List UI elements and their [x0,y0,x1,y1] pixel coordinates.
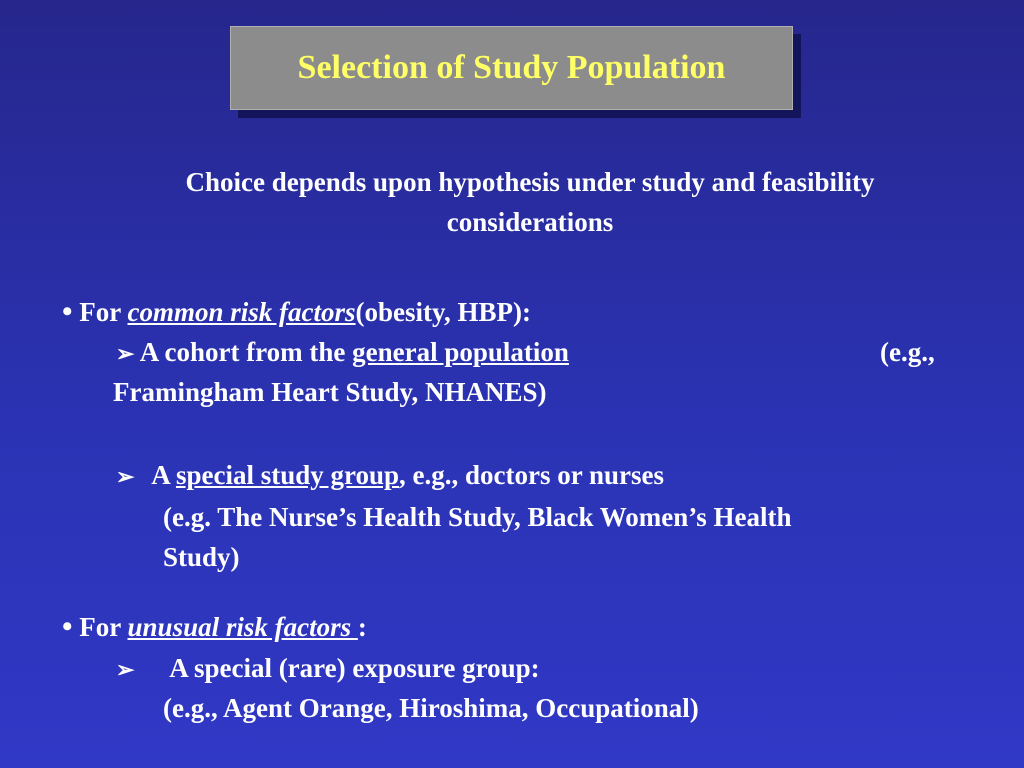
bullet-lead: For [79,612,128,642]
sub-bullet-continuation-2: Study) [163,542,240,572]
sub-bullet-lead: A cohort from the [134,337,353,367]
sub-bullet-tail: , e.g., doctors or nurses [399,460,664,490]
sub-bullet-emphasis: special study group [175,460,400,490]
sub-bullet-special-study-group [116,455,664,497]
title-box [230,26,793,110]
sub-bullet-emphasis: general population [352,337,569,367]
sub-bullet-lead: A [151,460,176,490]
slide-title: Selection of Study Population [297,49,726,86]
bullet-lead: For [79,297,128,327]
bullet-unusual-risk-factors [62,607,367,647]
sub-bullet-continuation: (e.g., Agent Orange, Hiroshima, Occupational) [163,693,699,723]
arrow-bullet-icon: ➢ [116,657,135,682]
bullet-tail: : [357,612,367,642]
sub-bullet-general-population [116,332,569,374]
intro-line-2: considerations [446,207,614,237]
arrow-bullet-icon: ➢ [116,341,135,366]
bullet-tail: (obesity, HBP): [355,297,532,327]
sub-bullet-eg: (e.g., [880,337,935,367]
sub-bullet-continuation: Framingham Heart Study, NHANES) [113,377,547,407]
bullet-dot-icon: • [62,610,73,643]
intro-line-1: Choice depends upon hypothesis under study and feasibility [185,167,875,197]
bullet-emphasis: common risk factors [127,297,356,327]
bullet-emphasis: unusual risk factors [127,612,358,642]
sub-bullet-continuation-1: (e.g. The Nurse’s Health Study, Black Women’s Health [163,502,792,532]
bullet-common-risk-factors [62,292,531,332]
sub-bullet-rare-exposure [116,648,540,690]
bullet-dot-icon: • [62,295,73,328]
sub-bullet-lead: A special (rare) exposure group: [169,653,540,683]
arrow-bullet-icon: ➢ [116,464,135,489]
